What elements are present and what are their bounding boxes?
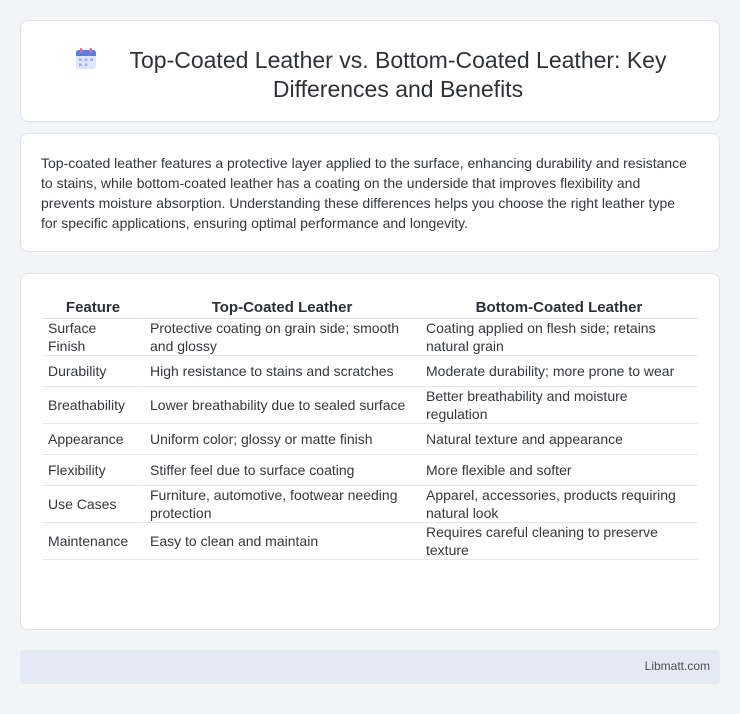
intro-paragraph: Top-coated leather features a protective layer applied to the surface, enhancing durability and resistance to stains, while bottom-coated leather has a coating on the underside that improves flexibility and prevents moisture absorption. Understanding these differences helps you choose the right leather type for specific applications, ensuring optimal performance and longevity.	[41, 155, 687, 231]
table-row	[43, 523, 698, 560]
bottom-coated-cell: More flexible and softer	[420, 455, 698, 486]
top-coated-cell: Uniform color; glossy or matte finish	[143, 424, 420, 455]
feature-cell: Use Cases	[43, 486, 143, 523]
bottom-coated-cell: Coating applied on flesh side; retains natural grain	[420, 319, 698, 356]
comparison-card	[20, 273, 720, 630]
feature-cell: Flexibility	[43, 455, 143, 486]
bottom-coated-cell: Requires careful cleaning to preserve texture	[420, 523, 698, 560]
header-bottom-coated: Bottom-Coated Leather	[420, 296, 698, 319]
feature-cell: Appearance	[43, 424, 143, 455]
bottom-coated-cell: Apparel, accessories, products requiring natural look	[420, 486, 698, 523]
table-row	[43, 424, 698, 455]
page-title: Top-Coated Leather vs. Bottom-Coated Leather: Key Differences and Benefits	[129, 47, 667, 102]
table-header-row	[43, 296, 698, 319]
table-row	[43, 319, 698, 356]
feature-cell: Breathability	[43, 387, 143, 424]
comparison-table	[43, 296, 698, 560]
top-coated-cell: Protective coating on grain side; smooth and glossy	[143, 319, 420, 356]
table-row	[43, 356, 698, 387]
feature-cell: Maintenance	[43, 523, 143, 560]
bottom-coated-cell: Moderate durability; more prone to wear	[420, 356, 698, 387]
footer-site-link[interactable]: Libmatt.com	[644, 659, 710, 673]
bottom-coated-cell: Better breathability and moisture regulation	[420, 387, 698, 424]
table-row	[43, 486, 698, 523]
top-coated-cell: Easy to clean and maintain	[143, 523, 420, 560]
title-card	[20, 20, 720, 122]
top-coated-cell: Stiffer feel due to surface coating	[143, 455, 420, 486]
top-coated-cell: High resistance to stains and scratches	[143, 356, 420, 387]
bottom-coated-cell: Natural texture and appearance	[420, 424, 698, 455]
header-top-coated: Top-Coated Leather	[143, 296, 420, 319]
top-coated-cell: Lower breathability due to sealed surface	[143, 387, 420, 424]
footer	[20, 650, 720, 684]
table-row	[43, 455, 698, 486]
feature-cell: Surface Finish	[43, 319, 143, 356]
intro-card	[20, 133, 720, 252]
feature-cell: Durability	[43, 356, 143, 387]
table-row	[43, 387, 698, 424]
header-feature: Feature	[43, 296, 143, 319]
top-coated-cell: Furniture, automotive, footwear needing protection	[143, 486, 420, 523]
